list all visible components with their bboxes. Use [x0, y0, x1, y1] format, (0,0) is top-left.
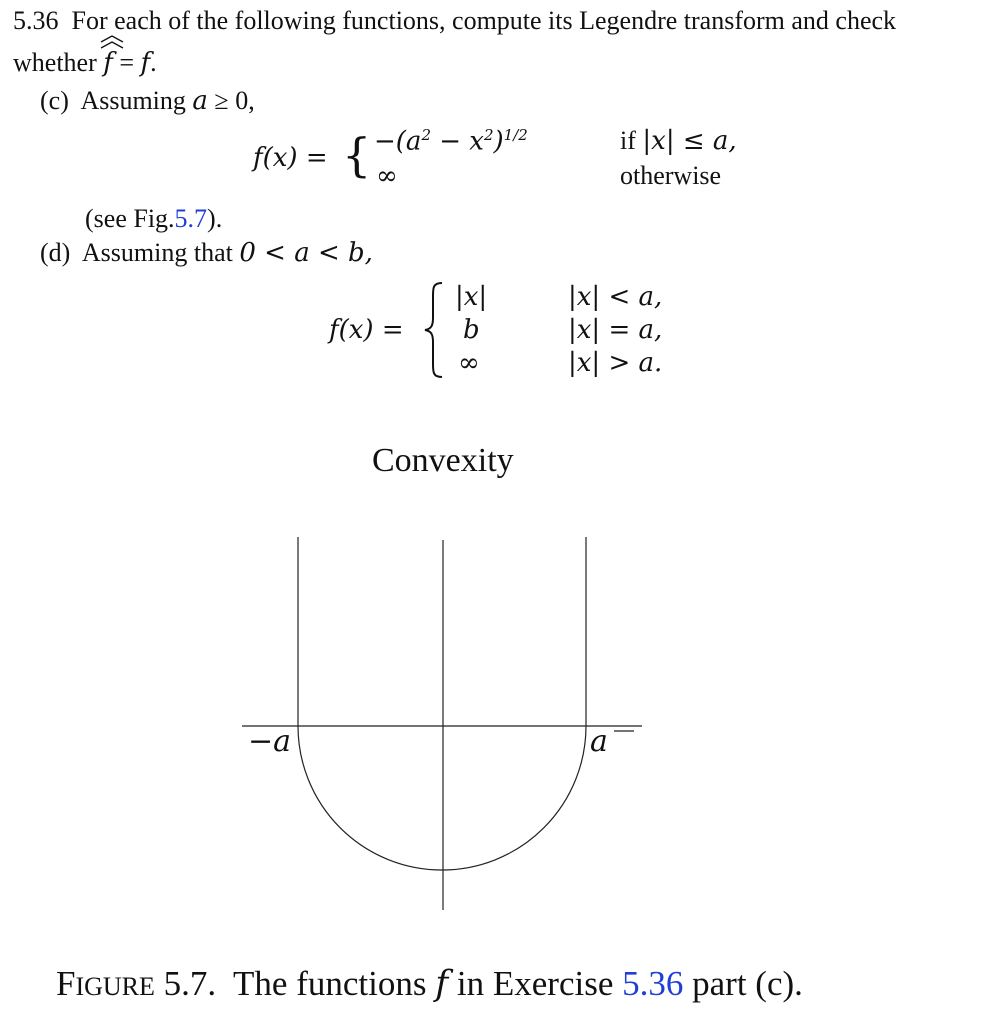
part-d-case3-cond: |x| > a.	[568, 348, 663, 378]
see-figure-ref: (see Fig.5.7).	[85, 204, 223, 233]
part-d-label: (d)	[40, 238, 71, 267]
part-d-lhs: f(x) =	[329, 315, 404, 345]
figure-caption: FIGURE 5.7. The functions f in Exercise 5.36 part (c).	[56, 964, 803, 1004]
pos-a-label: a	[590, 724, 608, 759]
part-c-var: a	[192, 86, 208, 116]
f-symbol: f	[140, 48, 151, 78]
neg-a-label: −a	[248, 724, 292, 759]
exercise-intro-text: For each of the following functions, compute its Legendre transform and check	[71, 6, 897, 35]
exercise-number: 5.36	[13, 6, 59, 35]
exercise-link[interactable]: 5.36	[622, 964, 684, 1003]
part-d-case2-expr: b	[463, 315, 480, 345]
part-d-case1-cond: |x| < a,	[568, 282, 663, 312]
part-c-case2-expr: ∞	[376, 161, 398, 191]
part-d-case3-expr: ∞	[458, 348, 480, 378]
equals-sign: =	[112, 48, 141, 77]
part-d-case2-cond: |x| = a,	[568, 315, 663, 345]
part-c-case2-cond: otherwise	[620, 161, 722, 190]
figure-link[interactable]: 5.7	[174, 204, 208, 233]
part-c-text: Assuming	[80, 86, 186, 115]
part-c-case1-expr: $-(a^2 - x^2)^{1/2}$	[374, 126, 528, 157]
double-hat-f: f	[103, 48, 113, 78]
part-d-text: Assuming that	[81, 238, 233, 267]
part-c-brace: {	[342, 128, 372, 182]
semicircle-curve	[298, 726, 586, 870]
part-d-condition: 0 < a < b,	[239, 238, 373, 268]
part-c-lhs: f(x) =	[253, 143, 328, 173]
part-c-case1-cond: if |x| ≤ a,	[620, 126, 737, 156]
figure-title: Convexity	[372, 442, 514, 479]
part-c-condition: ≥ 0,	[207, 86, 255, 115]
part-c-label: (c)	[40, 86, 69, 115]
whether-text: whether	[13, 48, 97, 77]
period: .	[150, 48, 157, 77]
part-d-case1-expr: |x|	[455, 282, 488, 312]
